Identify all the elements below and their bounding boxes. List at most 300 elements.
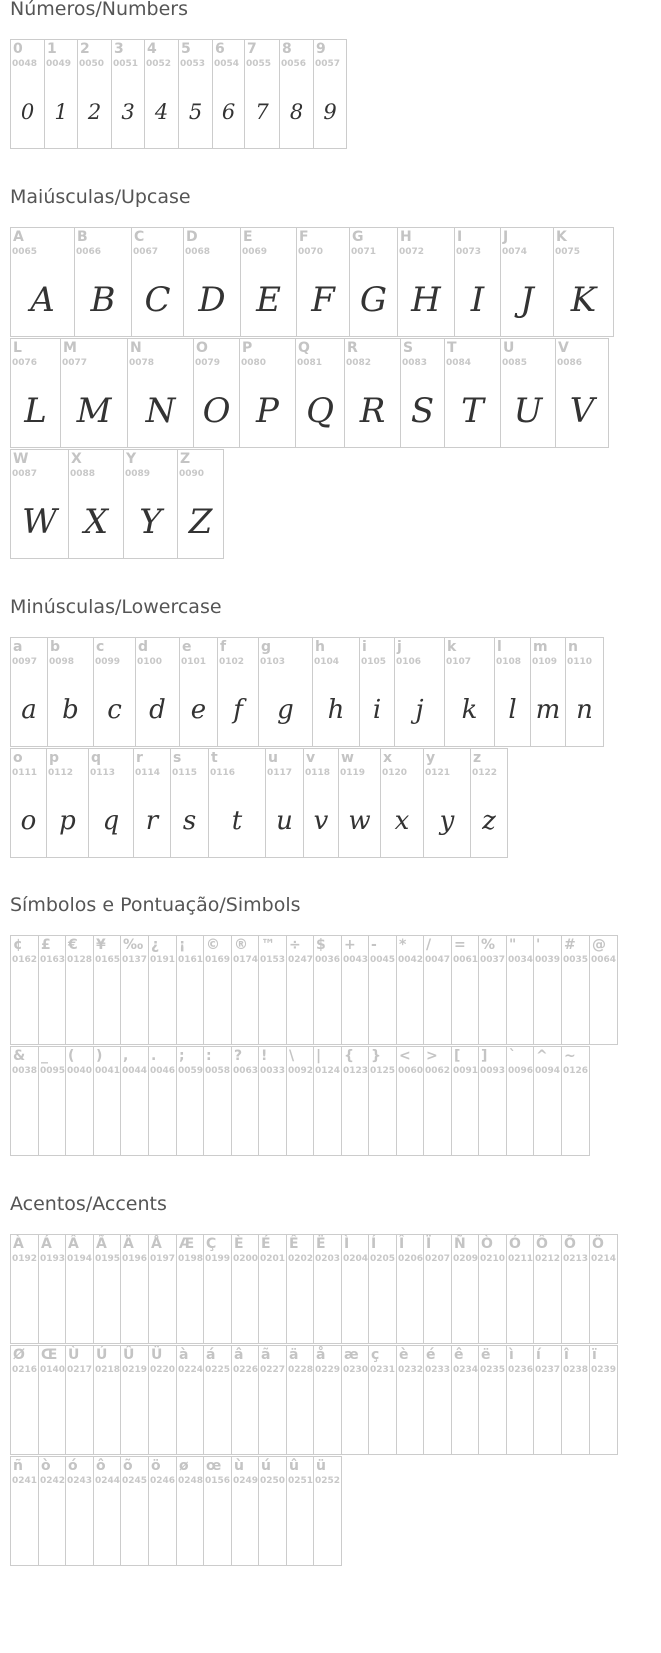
- glyph-cell: [66, 1346, 94, 1454]
- glyph-preview: d: [149, 695, 166, 725]
- glyph-cell: [145, 40, 179, 148]
- glyph-code-label: 0084: [446, 358, 472, 368]
- glyph-character-label: ì: [509, 1347, 514, 1363]
- glyph-row-upcase-2: [10, 338, 609, 448]
- glyph-character-label: Â: [68, 1236, 79, 1252]
- glyph-cell: [11, 749, 47, 857]
- glyph-code-label: 0046: [150, 1066, 176, 1076]
- glyph-code-label: 0071: [351, 247, 377, 257]
- glyph-cell: [507, 1346, 534, 1454]
- glyph-cell: [445, 339, 501, 447]
- glyph-code-label: 0087: [12, 469, 38, 479]
- glyph-code-label: 0069: [242, 247, 268, 257]
- glyph-code-label: 0100: [137, 657, 163, 667]
- glyph-character-label: Ü: [151, 1347, 163, 1363]
- glyph-preview: W: [22, 502, 57, 542]
- glyph-cell: [177, 1457, 204, 1565]
- glyph-cell: [424, 749, 471, 857]
- glyph-character-label: G: [352, 229, 364, 245]
- glyph-code-label: 0122: [472, 768, 498, 778]
- glyph-character-label: v: [306, 750, 316, 766]
- glyph-preview: [259, 1499, 286, 1559]
- glyph-character-label: q: [91, 750, 102, 766]
- glyph-code-label: 0125: [370, 1066, 396, 1076]
- glyph-code-label: 0033: [260, 1066, 286, 1076]
- glyph-row-accents-2: [10, 1345, 618, 1455]
- glyph-code-label: 0096: [508, 1066, 534, 1076]
- glyph-preview: [11, 1388, 38, 1448]
- glyph-character-label: Ù: [68, 1347, 80, 1363]
- glyph-code-label: 0118: [305, 768, 331, 778]
- glyph-code-label: 0237: [535, 1365, 561, 1375]
- glyph-code-label: 0226: [233, 1365, 259, 1375]
- glyph-character-label: :: [206, 1048, 212, 1064]
- glyph-character-label: 4: [147, 41, 157, 57]
- glyph-character-label: Ö: [592, 1236, 604, 1252]
- glyph-preview: [424, 1277, 451, 1337]
- glyph-preview: O: [202, 391, 231, 431]
- glyph-preview: [121, 1499, 148, 1559]
- glyph-cell: [232, 1346, 259, 1454]
- glyph-character-label: ;: [179, 1048, 185, 1064]
- glyph-character-label: Q: [298, 340, 310, 356]
- glyph-character-label: ç: [371, 1347, 380, 1363]
- glyph-character-label: `: [509, 1048, 516, 1064]
- glyph-cell: [132, 228, 184, 336]
- glyph-character-label: $: [316, 937, 326, 953]
- glyph-character-label: 6: [215, 41, 225, 57]
- glyph-preview: [479, 1277, 506, 1337]
- glyph-cell: [424, 1346, 452, 1454]
- glyph-preview: [39, 1499, 65, 1559]
- glyph-cell: [149, 1457, 177, 1565]
- glyph-character-label: /: [426, 937, 432, 953]
- glyph-character-label: L: [13, 340, 22, 356]
- glyph-cell: [369, 1346, 397, 1454]
- glyph-cell: [495, 638, 531, 746]
- glyph-cell: [534, 1235, 562, 1343]
- glyph-character-label: W: [13, 451, 29, 467]
- glyph-preview: 3: [121, 100, 135, 124]
- glyph-cell: [501, 339, 556, 447]
- glyph-character-label: %: [481, 937, 496, 953]
- glyph-cell: [562, 1047, 590, 1155]
- glyph-character-label: ú: [261, 1458, 271, 1474]
- glyph-character-label: €: [68, 937, 78, 953]
- glyph-cell: [232, 1235, 259, 1343]
- glyph-cell: [11, 638, 48, 746]
- glyph-code-label: 0169: [205, 955, 231, 965]
- glyph-preview: s: [182, 806, 197, 836]
- glyph-cell: [177, 936, 204, 1044]
- glyph-code-label: 0039: [535, 955, 561, 965]
- glyph-code-label: 0153: [260, 955, 286, 965]
- glyph-cell: [534, 1346, 562, 1454]
- glyph-character-label: *: [399, 937, 407, 953]
- glyph-character-label: 3: [114, 41, 124, 57]
- glyph-cell: [534, 936, 562, 1044]
- section-title-symbols: Símbolos e Pontuação/Simbols: [10, 894, 301, 916]
- glyph-preview: [259, 1089, 286, 1149]
- glyph-character-label: Å: [151, 1236, 162, 1252]
- glyph-cell: [94, 1346, 121, 1454]
- glyph-character-label: k: [447, 639, 457, 655]
- glyph-character-label: á: [206, 1347, 216, 1363]
- glyph-preview: R: [359, 391, 386, 431]
- glyph-code-label: 0249: [233, 1476, 259, 1486]
- glyph-cell: [66, 936, 94, 1044]
- glyph-cell: [287, 1346, 314, 1454]
- glyph-preview: F: [311, 280, 335, 320]
- glyph-preview: a: [21, 695, 37, 725]
- glyph-preview: [121, 978, 148, 1038]
- glyph-character-label: ë: [481, 1347, 491, 1363]
- glyph-cell: [259, 1346, 287, 1454]
- glyph-code-label: 0061: [453, 955, 479, 965]
- glyph-code-label: 0052: [146, 59, 172, 69]
- glyph-cell: [471, 749, 508, 857]
- glyph-code-label: 0206: [398, 1254, 424, 1264]
- glyph-preview: c: [107, 695, 122, 725]
- glyph-code-label: 0220: [150, 1365, 176, 1375]
- glyph-code-label: 0219: [122, 1365, 148, 1375]
- glyph-cell: [39, 1047, 66, 1155]
- glyph-code-label: 0123: [343, 1066, 369, 1076]
- glyph-character-label: !: [261, 1048, 268, 1064]
- glyph-preview: [94, 978, 120, 1038]
- glyph-preview: b: [62, 695, 79, 725]
- glyph-cell: [452, 936, 479, 1044]
- glyph-character-label: ‰: [123, 937, 144, 953]
- glyph-character-label: &: [13, 1048, 26, 1064]
- glyph-preview: 2: [87, 100, 102, 124]
- glyph-cell: [66, 1457, 94, 1565]
- glyph-preview: [369, 1277, 396, 1337]
- glyph-code-label: 0205: [370, 1254, 396, 1264]
- glyph-cell: [11, 936, 39, 1044]
- glyph-character-label: }: [371, 1048, 381, 1064]
- glyph-code-label: 0082: [346, 358, 372, 368]
- glyph-code-label: 0216: [12, 1365, 38, 1375]
- glyph-character-label: I: [457, 229, 463, 245]
- glyph-preview: m: [535, 695, 561, 725]
- glyph-preview: [94, 1277, 120, 1337]
- glyph-cell: [397, 1047, 424, 1155]
- glyph-cell: [445, 638, 495, 746]
- glyph-code-label: 0191: [150, 955, 176, 965]
- glyph-preview: Z: [188, 502, 213, 542]
- glyph-preview: [39, 978, 65, 1038]
- glyph-preview: G: [359, 280, 388, 320]
- glyph-cell: [66, 1235, 94, 1343]
- glyph-character-label: Œ: [41, 1347, 58, 1363]
- glyph-code-label: 0090: [179, 469, 205, 479]
- glyph-cell: [556, 339, 609, 447]
- glyph-character-label: M: [63, 340, 77, 356]
- glyph-character-label: m: [533, 639, 548, 655]
- glyph-character-label: Í: [371, 1236, 377, 1252]
- glyph-character-label: œ: [206, 1458, 222, 1474]
- glyph-code-label: 0051: [113, 59, 139, 69]
- glyph-character-label: Ó: [509, 1236, 521, 1252]
- glyph-character-label: ÷: [289, 937, 301, 953]
- glyph-cell: [245, 40, 280, 148]
- glyph-character-label: û: [289, 1458, 299, 1474]
- glyph-cell: [259, 936, 287, 1044]
- glyph-cell: [479, 936, 507, 1044]
- glyph-code-label: 0113: [90, 768, 116, 778]
- glyph-character-label: R: [347, 340, 358, 356]
- glyph-character-label: P: [242, 340, 253, 356]
- glyph-cell: [507, 936, 534, 1044]
- glyph-preview: i: [372, 695, 382, 725]
- glyph-character-label: d: [138, 639, 149, 655]
- glyph-cell: [562, 1346, 590, 1454]
- glyph-preview: n: [576, 695, 593, 725]
- glyph-cell: [121, 1235, 149, 1343]
- glyph-code-label: 0099: [95, 657, 121, 667]
- glyph-preview: [39, 1388, 65, 1448]
- glyph-character-label: È: [234, 1236, 244, 1252]
- glyph-code-label: 0103: [260, 657, 286, 667]
- glyph-code-label: 0115: [172, 768, 198, 778]
- glyph-cell: [590, 1235, 618, 1343]
- glyph-character-label: 0: [13, 41, 23, 57]
- glyph-code-label: 0102: [219, 657, 245, 667]
- glyph-cell: [39, 1346, 66, 1454]
- glyph-character-label: >: [426, 1048, 438, 1064]
- glyph-cell: [241, 228, 297, 336]
- glyph-character-label: ò: [41, 1458, 51, 1474]
- glyph-code-label: 0235: [480, 1365, 506, 1375]
- glyph-cell: [232, 1457, 259, 1565]
- glyph-character-label: Î: [399, 1236, 405, 1252]
- glyph-code-label: 0236: [508, 1365, 534, 1375]
- glyph-preview: X: [83, 502, 109, 542]
- glyph-character-label: z: [473, 750, 482, 766]
- glyph-preview: [534, 1388, 561, 1448]
- glyph-preview: [534, 1089, 561, 1149]
- glyph-preview: [314, 1499, 341, 1559]
- glyph-preview: [534, 978, 561, 1038]
- glyph-cell: [313, 638, 360, 746]
- glyph-code-label: 0211: [508, 1254, 534, 1264]
- glyph-character-label: ê: [454, 1347, 464, 1363]
- glyph-cell: [209, 749, 266, 857]
- glyph-preview: [11, 1277, 38, 1337]
- glyph-cell: [342, 1047, 369, 1155]
- glyph-code-label: 0092: [288, 1066, 314, 1076]
- glyph-preview: [94, 1499, 120, 1559]
- glyph-character-label: r: [136, 750, 143, 766]
- glyph-preview: 5: [188, 100, 203, 124]
- glyph-code-label: 0165: [95, 955, 121, 965]
- glyph-character-label: ~: [564, 1048, 576, 1064]
- glyph-cell: [94, 1235, 121, 1343]
- glyph-cell: [314, 1346, 342, 1454]
- glyph-preview: [11, 978, 38, 1038]
- glyph-cell: [78, 40, 112, 148]
- glyph-cell: [452, 1047, 479, 1155]
- glyph-code-label: 0056: [281, 59, 307, 69]
- glyph-code-label: 0093: [480, 1066, 506, 1076]
- glyph-character-label: @: [592, 937, 606, 953]
- glyph-code-label: 0070: [298, 247, 324, 257]
- glyph-cell: [342, 1346, 369, 1454]
- glyph-character-label: Ò: [481, 1236, 493, 1252]
- glyph-code-label: 0243: [67, 1476, 93, 1486]
- glyph-character-label: é: [426, 1347, 436, 1363]
- glyph-code-label: 0107: [446, 657, 472, 667]
- section-title-upcase: Maiúsculas/Upcase: [10, 186, 191, 208]
- glyph-cell: [94, 1457, 121, 1565]
- glyph-character-label: e: [182, 639, 192, 655]
- glyph-character-label: 9: [316, 41, 326, 57]
- glyph-character-label: æ: [344, 1347, 359, 1363]
- glyph-code-label: 0077: [62, 358, 88, 368]
- glyph-row-lowercase-1: [10, 637, 604, 747]
- glyph-cell: [534, 1047, 562, 1155]
- glyph-cell: [280, 40, 314, 148]
- glyph-cell: [314, 1235, 342, 1343]
- glyph-character-label: ™: [261, 937, 275, 953]
- glyph-code-label: 0065: [12, 247, 38, 257]
- glyph-cell: [204, 936, 232, 1044]
- glyph-cell: [204, 1457, 232, 1565]
- glyph-code-label: 0066: [76, 247, 102, 257]
- glyph-preview: 7: [255, 100, 269, 124]
- glyph-code-label: 0198: [178, 1254, 204, 1264]
- glyph-preview: z: [482, 806, 496, 836]
- glyph-code-label: 0120: [382, 768, 408, 778]
- glyph-preview: [287, 1388, 313, 1448]
- glyph-cell: [61, 339, 128, 447]
- glyph-preview: [11, 1089, 38, 1149]
- glyph-character-label: n: [568, 639, 578, 655]
- section-title-numbers: Números/Numbers: [10, 0, 188, 20]
- glyph-code-label: 0225: [205, 1365, 231, 1375]
- glyph-character-label: u: [268, 750, 278, 766]
- glyph-preview: [424, 1089, 451, 1149]
- glyph-cell: [149, 1047, 177, 1155]
- glyph-cell: [401, 339, 445, 447]
- glyph-cell: [452, 1346, 479, 1454]
- glyph-character-label: ô: [96, 1458, 106, 1474]
- glyph-character-label: f: [220, 639, 227, 655]
- glyph-preview: q: [102, 806, 120, 836]
- glyph-preview: [149, 978, 176, 1038]
- glyph-character-label: Ë: [316, 1236, 326, 1252]
- glyph-code-label: 0040: [67, 1066, 93, 1076]
- glyph-code-label: 0110: [567, 657, 593, 667]
- glyph-character-label: ¿: [151, 937, 160, 953]
- glyph-code-label: 0251: [288, 1476, 314, 1486]
- glyph-character-label: t: [211, 750, 218, 766]
- glyph-cell: [94, 1047, 121, 1155]
- glyph-cell: [562, 936, 590, 1044]
- glyph-character-label: ¡: [179, 937, 186, 953]
- glyph-row-accents-3: [10, 1456, 342, 1566]
- glyph-preview: [232, 978, 258, 1038]
- glyph-character-label: T: [447, 340, 457, 356]
- glyph-character-label: y: [426, 750, 436, 766]
- glyph-code-label: 0231: [370, 1365, 396, 1375]
- glyph-code-label: 0074: [502, 247, 528, 257]
- glyph-character-label: _: [41, 1048, 48, 1064]
- glyph-code-label: 0036: [315, 955, 341, 965]
- glyph-preview: P: [256, 391, 279, 431]
- glyph-code-label: 0079: [195, 358, 221, 368]
- glyph-character-label: Z: [180, 451, 191, 467]
- glyph-code-label: 0227: [260, 1365, 286, 1375]
- glyph-character-label: 7: [247, 41, 257, 57]
- glyph-character-label: a: [13, 639, 23, 655]
- glyph-preview: [149, 1277, 176, 1337]
- glyph-code-label: 0207: [425, 1254, 451, 1264]
- glyph-preview: D: [198, 280, 226, 320]
- glyph-preview: t: [231, 806, 243, 836]
- glyph-code-label: 0106: [396, 657, 422, 667]
- glyph-cell: [134, 749, 171, 857]
- glyph-cell: [479, 1346, 507, 1454]
- glyph-code-label: 0081: [297, 358, 323, 368]
- glyph-preview: [562, 1388, 589, 1448]
- glyph-preview: [232, 1388, 258, 1448]
- glyph-cell: [39, 1457, 66, 1565]
- glyph-preview: [287, 978, 313, 1038]
- glyph-character-label: #: [564, 937, 576, 953]
- glyph-code-label: 0064: [591, 955, 617, 965]
- glyph-cell: [48, 638, 94, 746]
- glyph-character-label: H: [400, 229, 412, 245]
- glyph-cell: [259, 1235, 287, 1343]
- glyph-preview: [342, 1388, 368, 1448]
- glyph-code-label: 0105: [361, 657, 387, 667]
- glyph-cell: [121, 1346, 149, 1454]
- glyph-cell: [287, 1235, 314, 1343]
- glyph-code-label: 0196: [122, 1254, 148, 1264]
- glyph-preview: B: [90, 280, 116, 320]
- glyph-cell: [11, 1235, 39, 1343]
- glyph-character-label: O: [196, 340, 208, 356]
- glyph-character-label: ù: [234, 1458, 244, 1474]
- glyph-code-label: 0241: [12, 1476, 38, 1486]
- glyph-cell: [287, 1457, 314, 1565]
- glyph-cell: [180, 638, 218, 746]
- glyph-code-label: 0244: [95, 1476, 121, 1486]
- glyph-character-label: K: [556, 229, 567, 245]
- glyph-preview: [479, 1388, 506, 1448]
- glyph-preview: [232, 1499, 258, 1559]
- glyph-cell: [89, 749, 134, 857]
- glyph-cell: [232, 936, 259, 1044]
- glyph-cell: [11, 450, 69, 558]
- glyph-cell: [314, 1047, 342, 1155]
- glyph-cell: [369, 936, 397, 1044]
- glyph-cell: [121, 936, 149, 1044]
- glyph-cell: [342, 936, 369, 1044]
- glyph-cell: [47, 749, 89, 857]
- glyph-preview: U: [513, 391, 543, 431]
- glyph-preview: [66, 1499, 93, 1559]
- glyph-preview: [259, 1388, 286, 1448]
- glyph-character-label: N: [130, 340, 142, 356]
- glyph-cell: [590, 1346, 618, 1454]
- glyph-cell: [11, 40, 45, 148]
- glyph-preview: [369, 1089, 396, 1149]
- glyph-character-label: ó: [68, 1458, 78, 1474]
- glyph-code-label: 0161: [178, 955, 204, 965]
